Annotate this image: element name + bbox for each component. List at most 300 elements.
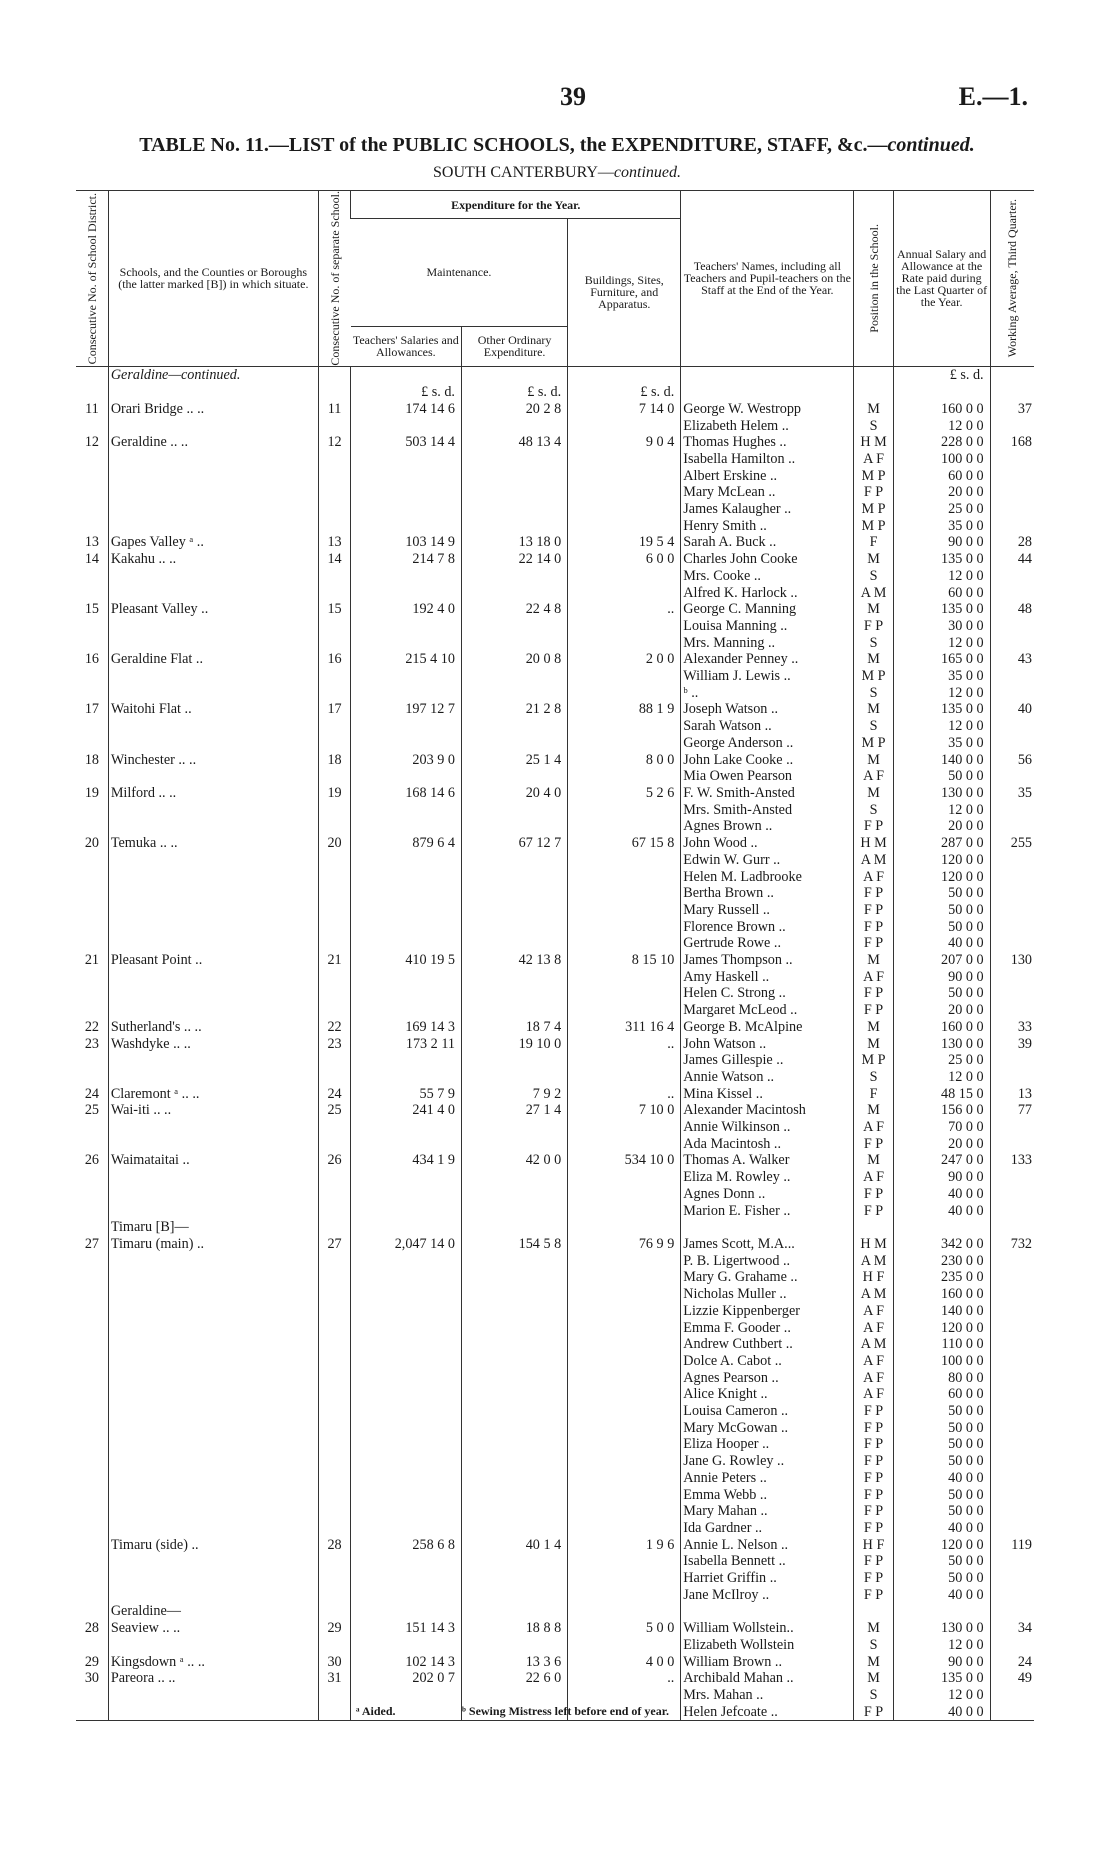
school-no — [318, 1487, 350, 1504]
school-no — [318, 1336, 350, 1353]
district-no — [76, 1203, 108, 1220]
working-average: 37 — [990, 401, 1034, 418]
working-average — [990, 852, 1034, 869]
annual-salary: 50 0 0 — [893, 1453, 990, 1470]
other-expenditure: 154 5 8 — [461, 1236, 567, 1253]
district-no — [76, 1320, 108, 1337]
annual-salary: 50 0 0 — [893, 1420, 990, 1437]
annual-salary: 25 0 0 — [893, 1052, 990, 1069]
annual-salary: 40 0 0 — [893, 1587, 990, 1604]
school-no — [318, 969, 350, 986]
annual-salary: 50 0 0 — [893, 1570, 990, 1587]
annual-salary: 50 0 0 — [893, 1436, 990, 1453]
buildings-expenditure: .. — [568, 1670, 681, 1687]
annual-salary: 40 0 0 — [893, 1704, 990, 1721]
school-no — [318, 1470, 350, 1487]
school-name — [108, 418, 318, 435]
school-no — [318, 1553, 350, 1570]
teacher-position: A F — [854, 1303, 893, 1320]
school-name — [108, 935, 318, 952]
school-name — [108, 1186, 318, 1203]
table-row — [76, 585, 1034, 602]
buildings-expenditure — [568, 1119, 681, 1136]
buildings-expenditure — [568, 1570, 681, 1587]
table-row — [76, 1203, 1034, 1220]
teacher-name: Margaret McLeod .. — [681, 1002, 854, 1019]
district-no — [76, 1303, 108, 1320]
district-no — [76, 635, 108, 652]
other-expenditure — [461, 1136, 567, 1153]
teacher-position: M — [854, 1620, 893, 1637]
school-no — [318, 1370, 350, 1387]
working-average: 77 — [990, 1102, 1034, 1119]
working-average: 168 — [990, 434, 1034, 451]
district-no — [76, 1286, 108, 1303]
annual-salary: 50 0 0 — [893, 768, 990, 785]
school-name: Geraldine Flat .. — [108, 651, 318, 668]
annual-salary: 12 0 0 — [893, 568, 990, 585]
table-row — [76, 1152, 1034, 1169]
school-name — [108, 1169, 318, 1186]
annual-salary: 20 0 0 — [893, 818, 990, 835]
other-expenditure — [461, 919, 567, 936]
teacher-salaries — [351, 518, 462, 535]
district-no — [76, 585, 108, 602]
school-no — [318, 418, 350, 435]
teacher-position: M — [854, 785, 893, 802]
teacher-salaries: £ s. d. — [351, 384, 462, 401]
working-average — [990, 501, 1034, 518]
other-expenditure — [461, 1069, 567, 1086]
district-no — [76, 1587, 108, 1604]
teacher-position: M — [854, 952, 893, 969]
teacher-salaries: 173 2 11 — [351, 1036, 462, 1053]
other-expenditure — [461, 1219, 567, 1236]
teacher-name: Helen C. Strong .. — [681, 985, 854, 1002]
table-row — [76, 1086, 1034, 1103]
teacher-salaries: 241 4 0 — [351, 1102, 462, 1119]
district-no: 15 — [84, 601, 99, 618]
table-row — [76, 1169, 1034, 1186]
school-no: 28 — [318, 1537, 350, 1554]
working-average: 48 — [990, 601, 1034, 618]
school-name — [108, 635, 318, 652]
district-no — [76, 919, 108, 936]
school-no — [318, 618, 350, 635]
teacher-position — [854, 384, 893, 401]
school-no — [318, 384, 350, 401]
school-name — [108, 1386, 318, 1403]
table-row — [76, 1320, 1034, 1337]
table-body — [76, 366, 1034, 1721]
teacher-name: Jane G. Rowley .. — [681, 1453, 854, 1470]
working-average — [990, 1553, 1034, 1570]
teacher-name: Thomas Hughes .. — [681, 434, 854, 451]
school-name: Milford .. .. — [108, 785, 318, 802]
teacher-salaries — [351, 1353, 462, 1370]
working-average — [990, 1269, 1034, 1286]
table-row — [76, 1102, 1034, 1119]
working-average — [990, 366, 1034, 384]
school-no — [318, 1069, 350, 1086]
table-row — [76, 1052, 1034, 1069]
working-average — [990, 1570, 1034, 1587]
other-expenditure — [461, 735, 567, 752]
buildings-expenditure: 8 0 0 — [568, 752, 681, 769]
school-no — [318, 1637, 350, 1654]
working-average — [990, 969, 1034, 986]
annual-salary: 228 0 0 — [893, 434, 990, 451]
teacher-position: A F — [854, 1119, 893, 1136]
table-row — [76, 869, 1034, 886]
buildings-expenditure — [568, 985, 681, 1002]
table-row — [76, 1002, 1034, 1019]
working-average: 24 — [990, 1654, 1034, 1671]
buildings-expenditure — [568, 618, 681, 635]
working-average — [990, 1403, 1034, 1420]
schools-table — [76, 190, 1034, 1721]
annual-salary: 12 0 0 — [893, 802, 990, 819]
series-code: E.—1. — [958, 82, 1028, 111]
table-row — [76, 518, 1034, 535]
working-average — [990, 1370, 1034, 1387]
buildings-expenditure — [568, 1353, 681, 1370]
teacher-position: F P — [854, 1136, 893, 1153]
table-row — [76, 802, 1034, 819]
buildings-expenditure — [568, 718, 681, 735]
teacher-name: George W. Westropp — [681, 401, 854, 418]
teacher-salaries — [351, 1186, 462, 1203]
other-expenditure — [461, 869, 567, 886]
teacher-position: F P — [854, 1453, 893, 1470]
school-no — [318, 1002, 350, 1019]
teacher-position: M — [854, 601, 893, 618]
teacher-salaries — [351, 902, 462, 919]
working-average — [990, 418, 1034, 435]
teacher-name: Albert Erskine .. — [681, 468, 854, 485]
other-expenditure: £ s. d. — [461, 384, 567, 401]
district-no — [76, 1119, 108, 1136]
teacher-name: James Gillespie .. — [681, 1052, 854, 1069]
teacher-salaries — [351, 818, 462, 835]
annual-salary: 50 0 0 — [893, 1487, 990, 1504]
teacher-name: Alexander Macintosh — [681, 1102, 854, 1119]
teacher-salaries — [351, 1002, 462, 1019]
teacher-name: Emma F. Gooder .. — [681, 1320, 854, 1337]
working-average — [990, 935, 1034, 952]
buildings-expenditure: 311 16 4 — [568, 1019, 681, 1036]
teacher-salaries — [351, 1286, 462, 1303]
teacher-position: M — [854, 1102, 893, 1119]
other-expenditure: 42 0 0 — [461, 1152, 567, 1169]
teacher-name: Amy Haskell .. — [681, 969, 854, 986]
teacher-name: Elizabeth Helem .. — [681, 418, 854, 435]
teacher-salaries — [351, 468, 462, 485]
table-row — [76, 484, 1034, 501]
school-name: Kingsdown ᵃ .. .. — [108, 1654, 318, 1671]
working-average — [990, 1420, 1034, 1437]
teacher-salaries — [351, 852, 462, 869]
teacher-salaries — [351, 1403, 462, 1420]
teacher-position: A M — [854, 585, 893, 602]
teacher-position: S — [854, 1069, 893, 1086]
teacher-position: S — [854, 1687, 893, 1704]
district-no — [76, 451, 108, 468]
school-name — [108, 1487, 318, 1504]
school-name: Pareora .. .. — [108, 1670, 318, 1687]
school-no — [318, 1253, 350, 1270]
annual-salary: 135 0 0 — [893, 701, 990, 718]
school-no — [318, 818, 350, 835]
teacher-position: M — [854, 1036, 893, 1053]
district-no — [76, 1570, 108, 1587]
school-name — [108, 1503, 318, 1520]
teacher-name — [681, 384, 854, 401]
buildings-expenditure: 2 0 0 — [568, 651, 681, 668]
district-no — [76, 484, 108, 501]
school-name — [108, 1637, 318, 1654]
school-no — [318, 484, 350, 501]
annual-salary: 80 0 0 — [893, 1370, 990, 1387]
buildings-expenditure — [568, 768, 681, 785]
teacher-name: Alexander Penney .. — [681, 651, 854, 668]
teacher-salaries — [351, 1570, 462, 1587]
table-row — [76, 651, 1034, 668]
teacher-position: F P — [854, 1704, 893, 1721]
teacher-position: F P — [854, 1587, 893, 1604]
teacher-salaries: 55 7 9 — [351, 1086, 462, 1103]
other-expenditure — [461, 585, 567, 602]
teacher-salaries — [351, 935, 462, 952]
school-name — [108, 668, 318, 685]
teacher-salaries — [351, 1453, 462, 1470]
other-expenditure — [461, 568, 567, 585]
district-no — [76, 869, 108, 886]
school-no — [318, 1436, 350, 1453]
teacher-position: S — [854, 418, 893, 435]
annual-salary: 130 0 0 — [893, 785, 990, 802]
teacher-position: S — [854, 718, 893, 735]
region-subtitle — [0, 164, 1114, 182]
annual-salary: £ s. d. — [893, 366, 990, 384]
other-expenditure: 22 14 0 — [461, 551, 567, 568]
annual-salary: 35 0 0 — [893, 735, 990, 752]
buildings-expenditure: 8 15 10 — [568, 952, 681, 969]
table-row — [76, 601, 1034, 618]
teacher-name: John Watson .. — [681, 1036, 854, 1053]
other-expenditure: 48 13 4 — [461, 434, 567, 451]
table-row — [76, 902, 1034, 919]
other-expenditure — [461, 1269, 567, 1286]
teacher-name: Louisa Manning .. — [681, 618, 854, 635]
table-row — [76, 468, 1034, 485]
buildings-expenditure: 88 1 9 — [568, 701, 681, 718]
school-name — [108, 718, 318, 735]
school-name — [108, 384, 318, 401]
school-no — [318, 1136, 350, 1153]
teacher-name: William Brown .. — [681, 1654, 854, 1671]
teacher-name: Agnes Pearson .. — [681, 1370, 854, 1387]
annual-salary: 90 0 0 — [893, 1169, 990, 1186]
table-row — [76, 534, 1034, 551]
buildings-expenditure — [568, 1253, 681, 1270]
buildings-expenditure — [568, 1487, 681, 1504]
teacher-name: ᵇ .. — [681, 685, 854, 702]
annual-salary: 30 0 0 — [893, 618, 990, 635]
school-no — [318, 1186, 350, 1203]
school-name — [108, 451, 318, 468]
teacher-name: William Wollstein.. — [681, 1620, 854, 1637]
district-no — [76, 1537, 108, 1554]
district-no: 19 — [84, 785, 99, 801]
teacher-name: Lizzie Kippenberger — [681, 1303, 854, 1320]
school-name — [108, 1203, 318, 1220]
annual-salary: 12 0 0 — [893, 718, 990, 735]
buildings-expenditure — [568, 818, 681, 835]
district-no: 22 — [84, 1018, 99, 1035]
annual-salary: 140 0 0 — [893, 752, 990, 769]
table-row — [76, 401, 1034, 418]
district-no — [76, 1420, 108, 1437]
working-average: 44 — [990, 551, 1034, 568]
table-row — [76, 885, 1034, 902]
annual-salary: 50 0 0 — [893, 1503, 990, 1520]
annual-salary — [893, 1219, 990, 1236]
teacher-name: Helen M. Ladbrooke — [681, 869, 854, 886]
district-no — [76, 1052, 108, 1069]
teacher-name: Gertrude Rowe .. — [681, 935, 854, 952]
other-expenditure — [461, 1052, 567, 1069]
annual-salary: 60 0 0 — [893, 1386, 990, 1403]
school-name — [108, 1436, 318, 1453]
teacher-salaries — [351, 1470, 462, 1487]
school-name: Gapes Valley ᵃ .. — [108, 534, 318, 551]
district-no — [76, 1503, 108, 1520]
buildings-expenditure — [568, 1403, 681, 1420]
teacher-position: M — [854, 1654, 893, 1671]
school-name: Geraldine—continued. — [108, 366, 318, 384]
annual-salary: 12 0 0 — [893, 635, 990, 652]
district-no — [76, 902, 108, 919]
school-no — [318, 1320, 350, 1337]
district-no — [76, 1704, 108, 1721]
school-name: Geraldine— — [108, 1603, 318, 1620]
school-no: 18 — [318, 752, 350, 769]
school-name — [108, 1052, 318, 1069]
other-expenditure — [461, 1470, 567, 1487]
buildings-expenditure — [568, 852, 681, 869]
teacher-salaries — [351, 1687, 462, 1704]
annual-salary: 287 0 0 — [893, 835, 990, 852]
teacher-salaries — [351, 1336, 462, 1353]
teacher-position: F P — [854, 818, 893, 835]
buildings-expenditure — [568, 1687, 681, 1704]
teacher-position: F P — [854, 1186, 893, 1203]
working-average — [990, 869, 1034, 886]
other-expenditure — [461, 818, 567, 835]
buildings-expenditure — [568, 1169, 681, 1186]
table-row — [76, 985, 1034, 1002]
teacher-salaries — [351, 1203, 462, 1220]
teacher-name: Mrs. Smith-Ansted — [681, 802, 854, 819]
table-row — [76, 1587, 1034, 1604]
teacher-position: F P — [854, 902, 893, 919]
other-expenditure: 19 10 0 — [461, 1036, 567, 1053]
school-no — [318, 1520, 350, 1537]
school-no: 12 — [318, 434, 350, 451]
school-no — [318, 852, 350, 869]
working-average — [990, 1320, 1034, 1337]
school-name — [108, 618, 318, 635]
working-average — [990, 518, 1034, 535]
buildings-expenditure — [568, 1069, 681, 1086]
table-row — [76, 501, 1034, 518]
teacher-position: S — [854, 568, 893, 585]
teacher-position: F P — [854, 1203, 893, 1220]
annual-salary: 156 0 0 — [893, 1102, 990, 1119]
table-row — [76, 1019, 1034, 1036]
teacher-position: F P — [854, 1503, 893, 1520]
buildings-expenditure — [568, 518, 681, 535]
annual-salary: 90 0 0 — [893, 534, 990, 551]
teacher-position: M P — [854, 501, 893, 518]
school-no: 29 — [318, 1620, 350, 1637]
other-expenditure — [461, 1303, 567, 1320]
table-row — [76, 1069, 1034, 1086]
working-average: 56 — [990, 752, 1034, 769]
annual-salary: 230 0 0 — [893, 1253, 990, 1270]
buildings-expenditure — [568, 585, 681, 602]
school-name: Timaru (main) .. — [108, 1236, 318, 1253]
other-expenditure — [461, 852, 567, 869]
annual-salary: 120 0 0 — [893, 852, 990, 869]
district-no — [76, 685, 108, 702]
teacher-name: Annie Peters .. — [681, 1470, 854, 1487]
teacher-name: Florence Brown .. — [681, 919, 854, 936]
teacher-salaries — [351, 585, 462, 602]
teacher-name: Mary Mahan .. — [681, 1503, 854, 1520]
school-name — [108, 1687, 318, 1704]
teacher-salaries — [351, 685, 462, 702]
school-no — [318, 685, 350, 702]
teacher-position: H F — [854, 1269, 893, 1286]
buildings-expenditure — [568, 1470, 681, 1487]
school-name: Geraldine .. .. — [108, 434, 318, 451]
buildings-expenditure — [568, 735, 681, 752]
table-row — [76, 1603, 1034, 1620]
school-no — [318, 1303, 350, 1320]
other-expenditure — [461, 885, 567, 902]
school-name — [108, 1320, 318, 1337]
school-no: 22 — [318, 1019, 350, 1036]
district-no — [76, 568, 108, 585]
other-expenditure: 21 2 8 — [461, 701, 567, 718]
district-no — [76, 1520, 108, 1537]
school-no — [318, 1169, 350, 1186]
school-name: Temuka .. .. — [108, 835, 318, 852]
other-expenditure — [461, 1002, 567, 1019]
school-no — [318, 869, 350, 886]
teacher-position: M — [854, 752, 893, 769]
teacher-position: H M — [854, 1236, 893, 1253]
header-school-no — [318, 191, 350, 367]
school-no — [318, 1353, 350, 1370]
table-title — [0, 134, 1114, 157]
school-no — [318, 1503, 350, 1520]
teacher-salaries — [351, 1269, 462, 1286]
other-expenditure — [461, 1453, 567, 1470]
other-expenditure: 67 12 7 — [461, 835, 567, 852]
